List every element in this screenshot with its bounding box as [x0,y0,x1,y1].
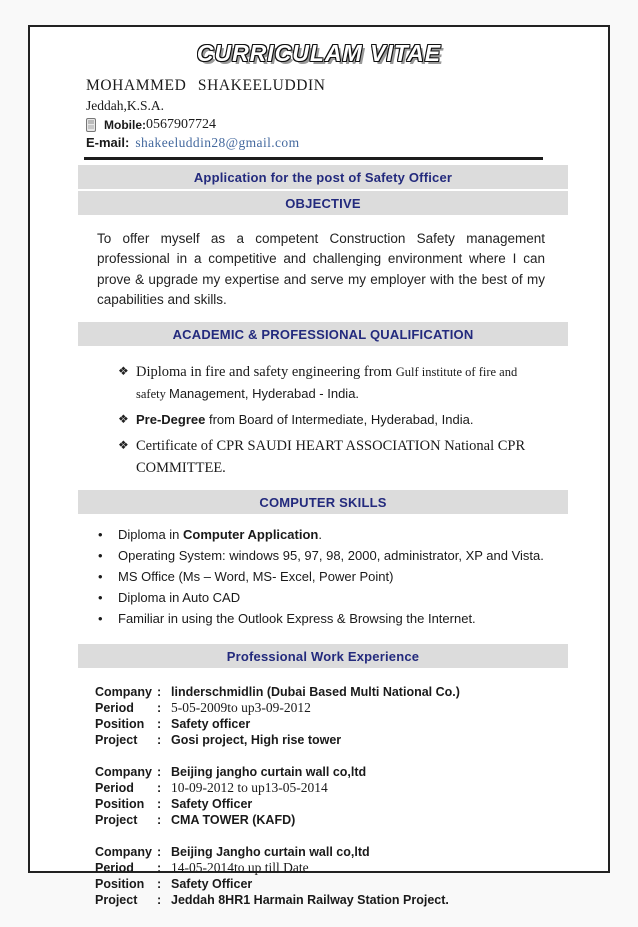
job-period-value: 5-05-2009to up3-09-2012 [171,700,311,716]
qualification-heading: ACADEMIC & PROFESSIONAL QUALIFICATION [172,326,474,342]
job-entry [95,684,568,748]
list-item [118,409,545,431]
list-item [98,589,545,607]
job-period-row: Period : 5-05-2009to up3-09-2012 [95,700,311,716]
skill-item-text: Diploma in Auto CAD [118,590,241,606]
job-period-value: 14-05-2014to up till Date [171,860,309,876]
job-position-row: Position : Safety officer [95,717,251,732]
job-company-row: Company : Beijing jangho curtain wall co,ltd [95,765,367,780]
section-header-experience [78,644,568,668]
mobile-number: 0567907724 [146,117,216,132]
job-project-row: Project : CMA TOWER (KAFD) [95,813,296,828]
section-header-objective [78,191,568,215]
job-project-value: Gosi project, High rise tower [171,733,342,748]
cv-page [28,25,610,908]
list-item [118,361,545,405]
email-label: E-mail: [86,135,130,150]
mobile-line [86,117,608,133]
title-wrap [30,40,608,67]
qualification-list [118,361,545,479]
job-position-value: Safety officer [171,717,251,732]
job-position-row: Position : Safety Officer [95,877,253,892]
mobile-phone-icon [86,118,96,132]
round-bullet-icon: • [98,527,103,543]
job-project-value: Jeddah 8HR1 Harmain Railway Station Project. [171,893,449,908]
job-company-row: Company : linderschmidlin (Dubai Based Multi National Co.) [95,685,460,700]
mobile-label: Mobile: [104,118,146,132]
job-company-value: linderschmidlin (Dubai Based Multi National Co.) [171,685,460,700]
job-position-value: Safety Officer [171,877,253,892]
experience-heading: Professional Work Experience [226,648,420,664]
round-bullet-icon: • [98,590,103,606]
job-entry [95,764,568,828]
candidate-name: MOHAMMED SHAKEELUDDIN [86,77,326,94]
job-entry [95,844,568,908]
objective-heading: OBJECTIVE [285,195,361,211]
section-header-application [78,165,568,189]
round-bullet-icon: • [98,611,103,627]
section-header-qualification [78,322,568,346]
candidate-location: Jeddah,K.S.A. [86,98,164,113]
qualification-item-text: Pre-Degree from Board of Intermediate, Hyderabad, India. [136,412,474,428]
qualification-item-text: Certificate of CPR SAUDI HEART ASSOCIATION National CPR COMMITTEE. [136,438,526,477]
job-company-value: Beijing Jangho curtain wall co,ltd [171,845,370,860]
diamond-bullet-icon: ❖ [118,438,129,453]
skill-item-text: Operating System: windows 95, 97, 98, 2000, administrator, XP and Vista. [118,548,544,564]
list-item [98,610,545,628]
job-company-value: Beijing jangho curtain wall co,ltd [171,765,367,780]
job-period-row: Period : 14-05-2014to up till Date [95,860,309,876]
job-project-row: Project : Gosi project, High rise tower [95,733,342,748]
job-project-row: Project : Jeddah 8HR1 Harmain Railway Station Project. [95,893,449,908]
computer-skills-heading: COMPUTER SKILLS [259,494,387,510]
section-header-computer-skills [78,490,568,514]
qualification-item-text: Diploma in fire and safety engineering from Gulf institute of fire and safety Management, Hyderabad - India. [136,364,518,402]
contact-block [86,77,608,151]
skill-item-text: MS Office (Ms – Word, MS- Excel, Power Point) [118,569,394,585]
job-position-value: Safety Officer [171,797,253,812]
skill-item-text: Familiar in using the Outlook Express & Browsing the Internet. [118,611,476,627]
job-position-row: Position : Safety Officer [95,797,253,812]
round-bullet-icon: • [98,569,103,585]
application-heading: Application for the post of Safety Officer [193,169,453,185]
experience-list [95,684,568,908]
diamond-bullet-icon: ❖ [118,364,129,378]
skill-item-text: Diploma in Computer Application. [118,527,322,543]
list-item [98,526,545,544]
list-item [98,568,545,586]
job-period-row: Period : 10-09-2012 to up13-05-2014 [95,780,328,796]
header-divider [84,157,543,160]
objective-text: To offer myself as a competent Construction Safety management professional in a competitive and challenging environment where I can prove & upgrade my expertise and serve my employer with the best of my capabilities and skills. [97,231,545,307]
computer-skills-list [98,526,545,628]
email-line [86,135,608,151]
email-address-link[interactable]: shakeeluddin28@gmail.com [135,135,300,150]
job-period-value: 10-09-2012 to up13-05-2014 [171,780,328,796]
list-item [98,547,545,565]
job-company-row: Company : Beijing Jangho curtain wall co,ltd [95,845,370,860]
list-item [118,435,545,479]
job-project-value: CMA TOWER (KAFD) [171,813,296,828]
round-bullet-icon: • [98,548,103,564]
cv-title: CURRICULAM VITAE [196,40,442,66]
diamond-bullet-icon: ❖ [118,412,129,427]
